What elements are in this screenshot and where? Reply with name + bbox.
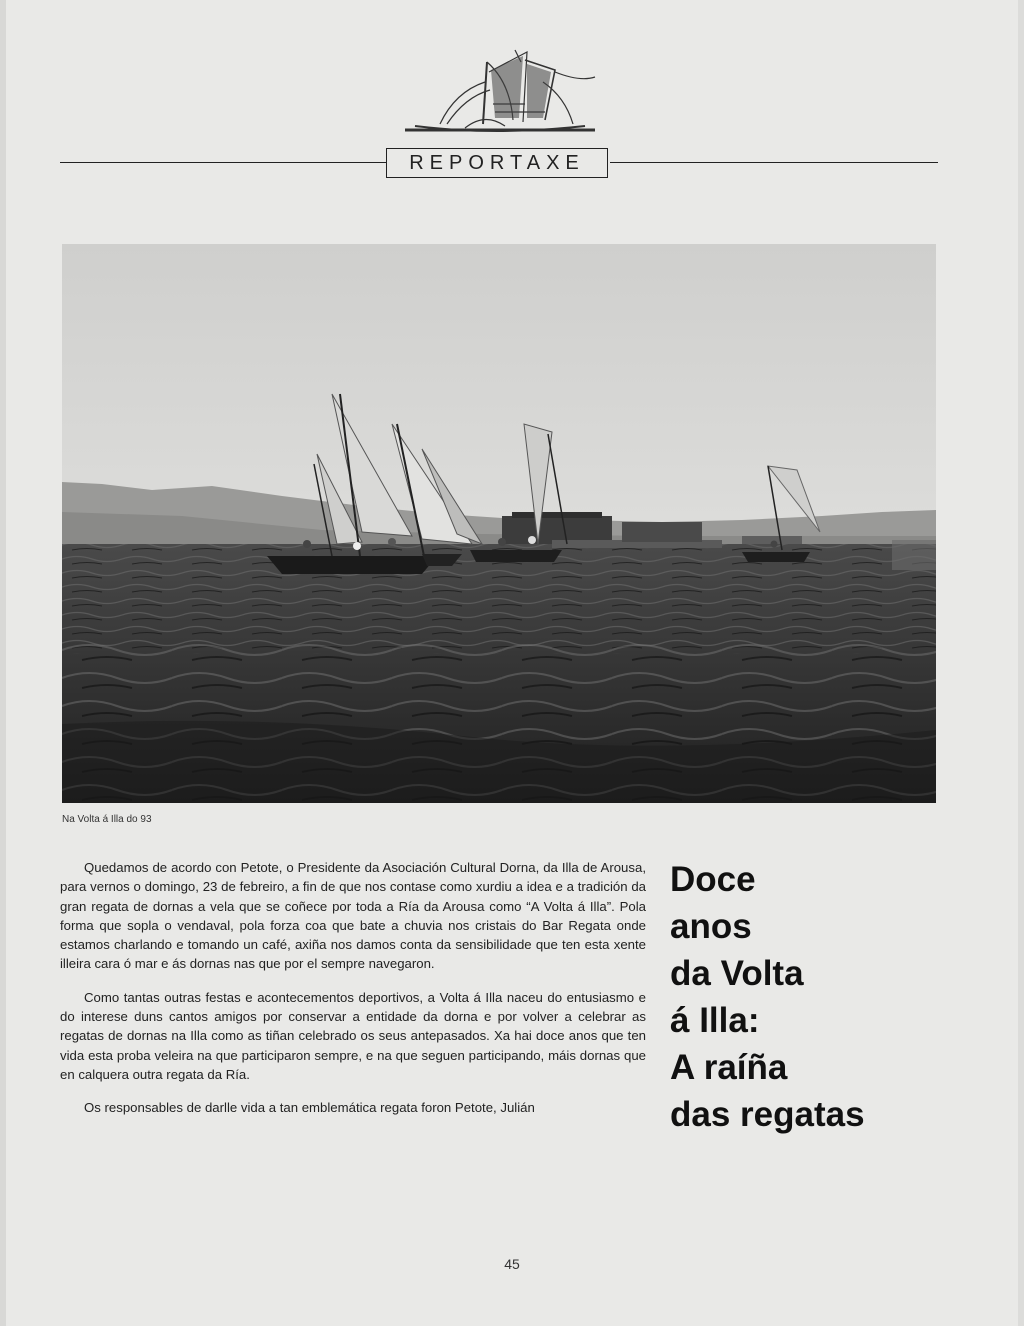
photo-caption: Na Volta á Illa do 93 bbox=[62, 814, 152, 825]
article-headline bbox=[670, 856, 990, 1138]
header-rule-right bbox=[610, 162, 938, 163]
regatta-photo bbox=[62, 244, 936, 803]
headline-line-3: da Volta bbox=[670, 954, 804, 993]
article-paragraph-3: Os responsables de darlle vida a tan emblemática regata foron Petote, Julián bbox=[84, 1100, 535, 1116]
sailing-ship-logo bbox=[395, 42, 610, 138]
article-paragraph-1: Quedamos de acordo con Petote, o Presidente da Asociación Cultural Dorna, da Illa de Arousa, para vernos o domingo, 23 de febreiro, a fin de que nos contase como xurdiu a idea e a tradición da gran regata de dornas a vela que se coñece por toda a Ría da Arousa como “A Volta á Illa”. Pola forma que sopla o vendaval, pola forza coa que bate a chuvia nos cristais do Bar Regata onde estamos charlando e tomando un café, axiña nos damos conta da sensibilidade que ten esta xente illeira cara ó mar e ás dornas nas que por el sempre navegaron. bbox=[60, 860, 646, 972]
headline-line-5: A raíña bbox=[670, 1048, 788, 1087]
article-paragraph-2: Como tantas outras festas e acontecementos deportivos, a Volta á Illa naceu do entusiasmo e do interese duns cantos amigos por conservar a entidade da dorna e por volver a celebrar as regatas de dornas na Illa como as tiñan celebrado os seus antepasados. Xa hai doce anos que ten vida esta proba veleira na que participaron sempre, e na que seguen participando, máis dornas que en calquera outra regata da Ría. bbox=[60, 989, 646, 1082]
header-rule-left bbox=[60, 162, 386, 163]
page-edge-left bbox=[0, 0, 6, 1326]
page-number: 45 bbox=[504, 1256, 520, 1272]
headline-line-4: á Illa: bbox=[670, 1001, 760, 1040]
section-label: REPORTAXE bbox=[386, 148, 608, 178]
article-body bbox=[60, 858, 646, 1132]
headline-line-2: anos bbox=[670, 907, 752, 946]
page-edge-right bbox=[1018, 0, 1024, 1326]
headline-line-6: das regatas bbox=[670, 1095, 865, 1134]
headline-line-1: Doce bbox=[670, 860, 756, 899]
